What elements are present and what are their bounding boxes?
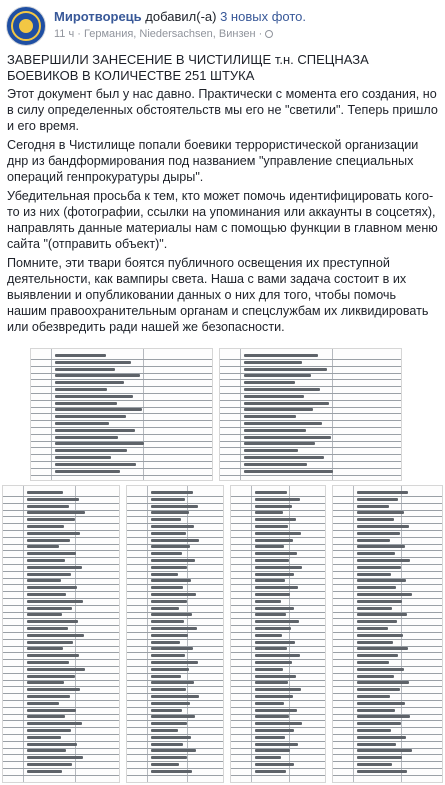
name-entry bbox=[27, 756, 83, 759]
name-entry bbox=[151, 518, 181, 521]
name-entry bbox=[27, 505, 69, 508]
name-entry bbox=[357, 702, 405, 705]
name-entry bbox=[27, 573, 71, 576]
name-entry bbox=[151, 668, 189, 671]
name-entry bbox=[357, 675, 394, 678]
name-entry bbox=[244, 381, 295, 384]
name-entry bbox=[255, 634, 282, 637]
name-entry bbox=[357, 668, 404, 671]
name-entry bbox=[151, 620, 184, 623]
name-entry bbox=[244, 368, 327, 371]
name-entry bbox=[244, 449, 298, 452]
name-entry bbox=[151, 600, 187, 603]
post-headline bbox=[54, 9, 306, 24]
page-avatar[interactable] bbox=[6, 6, 46, 46]
name-entry bbox=[255, 675, 296, 678]
table-row bbox=[220, 469, 401, 476]
name-entry bbox=[255, 702, 284, 705]
name-entry bbox=[244, 402, 329, 405]
name-entry bbox=[255, 511, 283, 514]
name-entry bbox=[151, 498, 185, 501]
name-entry bbox=[27, 525, 64, 528]
name-entry bbox=[27, 511, 85, 514]
name-entry bbox=[357, 498, 398, 501]
name-entry bbox=[27, 627, 68, 630]
name-entry bbox=[151, 661, 198, 664]
name-entry bbox=[255, 586, 298, 589]
photos-link[interactable]: 3 новых фото. bbox=[220, 9, 306, 24]
name-entry bbox=[357, 491, 408, 494]
name-entry bbox=[357, 613, 407, 616]
name-entry bbox=[55, 368, 115, 371]
added-text: добавил(-а) bbox=[145, 9, 217, 24]
name-entry bbox=[55, 429, 135, 432]
document-photo[interactable] bbox=[126, 485, 224, 783]
document-photo[interactable] bbox=[230, 485, 326, 783]
name-entry bbox=[357, 749, 412, 752]
name-entry bbox=[244, 388, 320, 391]
name-entry bbox=[357, 743, 396, 746]
name-entry bbox=[357, 736, 406, 739]
name-entry bbox=[357, 586, 396, 589]
name-entry bbox=[255, 545, 284, 548]
name-entry bbox=[244, 361, 302, 364]
name-entry bbox=[151, 736, 191, 739]
name-entry bbox=[244, 422, 322, 425]
name-entry bbox=[27, 539, 70, 542]
name-entry bbox=[255, 654, 300, 657]
post-body bbox=[7, 52, 439, 338]
name-entry bbox=[27, 749, 66, 752]
name-entry bbox=[151, 709, 182, 712]
name-entry bbox=[27, 491, 63, 494]
name-entry bbox=[357, 532, 400, 535]
name-entry bbox=[55, 436, 118, 439]
name-entry bbox=[27, 654, 79, 657]
name-entry bbox=[27, 586, 77, 589]
name-entry bbox=[357, 511, 404, 514]
name-entry bbox=[357, 695, 390, 698]
name-entry bbox=[151, 573, 178, 576]
name-entry bbox=[244, 429, 306, 432]
name-entry bbox=[55, 395, 133, 398]
name-entry bbox=[244, 408, 313, 411]
name-entry bbox=[151, 763, 179, 766]
name-entry bbox=[357, 573, 391, 576]
name-entry bbox=[255, 573, 294, 576]
name-entry bbox=[151, 715, 195, 718]
name-entry bbox=[255, 627, 291, 630]
document-photo[interactable] bbox=[219, 348, 402, 481]
name-entry bbox=[357, 770, 407, 773]
name-entry bbox=[357, 579, 406, 582]
name-entry bbox=[255, 736, 285, 739]
name-entry bbox=[255, 607, 294, 610]
name-entry bbox=[357, 661, 389, 664]
name-entry bbox=[357, 729, 391, 732]
name-entry bbox=[55, 470, 120, 473]
name-entry bbox=[255, 525, 288, 528]
name-entry bbox=[151, 559, 195, 562]
post-title: ЗАВЕРШИЛИ ЗАНЕСЕНИЕ В ЧИСТИЛИЩЕ т.н. СПЕЦНАЗА БОЕВИКОВ В КОЛИЧЕСТВЕ 251 ШТУКА bbox=[7, 52, 369, 83]
name-entry bbox=[151, 654, 185, 657]
name-entry bbox=[27, 552, 76, 555]
name-entry bbox=[357, 634, 403, 637]
post-meta bbox=[54, 28, 273, 40]
name-entry bbox=[255, 600, 281, 603]
name-entry bbox=[27, 763, 72, 766]
name-entry bbox=[357, 566, 401, 569]
name-entry bbox=[255, 641, 295, 644]
name-entry bbox=[357, 620, 397, 623]
name-entry bbox=[55, 442, 144, 445]
name-entry bbox=[151, 552, 182, 555]
name-entry bbox=[151, 641, 180, 644]
name-entry bbox=[255, 579, 285, 582]
name-entry bbox=[27, 641, 73, 644]
name-entry bbox=[357, 607, 392, 610]
name-entry bbox=[27, 518, 75, 521]
name-entry bbox=[357, 545, 405, 548]
name-entry bbox=[27, 695, 70, 698]
name-entry bbox=[27, 729, 71, 732]
name-entry bbox=[255, 749, 290, 752]
name-entry bbox=[244, 456, 324, 459]
name-entry bbox=[151, 634, 188, 637]
name-entry bbox=[27, 770, 62, 773]
name-entry bbox=[27, 607, 72, 610]
name-entry bbox=[151, 756, 187, 759]
name-entry bbox=[151, 749, 196, 752]
name-entry bbox=[244, 395, 304, 398]
name-entry bbox=[27, 702, 59, 705]
name-entry bbox=[357, 756, 402, 759]
name-entry bbox=[255, 688, 301, 691]
name-entry bbox=[357, 722, 401, 725]
name-entry bbox=[151, 586, 183, 589]
name-entry bbox=[27, 661, 69, 664]
name-entry bbox=[55, 402, 117, 405]
document-photo[interactable] bbox=[2, 485, 120, 783]
name-entry bbox=[27, 634, 84, 637]
name-entry bbox=[151, 566, 187, 569]
name-entry bbox=[55, 449, 127, 452]
name-entry bbox=[255, 722, 302, 725]
name-entry bbox=[55, 456, 111, 459]
name-entry bbox=[255, 681, 288, 684]
table-row bbox=[333, 769, 442, 776]
name-entry bbox=[357, 552, 395, 555]
name-entry bbox=[255, 593, 290, 596]
name-entry bbox=[357, 505, 389, 508]
name-entry bbox=[151, 525, 194, 528]
name-entry bbox=[357, 600, 402, 603]
name-entry bbox=[55, 381, 124, 384]
name-entry bbox=[151, 675, 181, 678]
name-entry bbox=[151, 613, 192, 616]
name-entry bbox=[255, 491, 287, 494]
name-entry bbox=[27, 675, 75, 678]
post-header bbox=[6, 6, 439, 46]
name-entry bbox=[255, 743, 298, 746]
name-entry bbox=[255, 668, 283, 671]
name-entry bbox=[151, 505, 198, 508]
table-row bbox=[3, 769, 119, 776]
name-entry bbox=[255, 620, 299, 623]
name-entry bbox=[357, 709, 395, 712]
name-entry bbox=[27, 736, 61, 739]
name-entry bbox=[151, 743, 183, 746]
name-entry bbox=[55, 463, 136, 466]
name-entry bbox=[151, 607, 179, 610]
name-entry bbox=[255, 518, 296, 521]
name-entry bbox=[151, 702, 190, 705]
name-entry bbox=[27, 559, 65, 562]
name-entry bbox=[244, 374, 311, 377]
name-entry bbox=[27, 600, 83, 603]
name-entry bbox=[255, 647, 287, 650]
name-entry bbox=[357, 654, 398, 657]
name-entry bbox=[255, 729, 294, 732]
name-entry bbox=[255, 559, 289, 562]
globe-icon bbox=[265, 30, 273, 38]
name-entry bbox=[255, 532, 301, 535]
name-entry bbox=[357, 715, 410, 718]
name-entry bbox=[255, 566, 302, 569]
name-entry bbox=[357, 688, 400, 691]
author-link[interactable]: Миротворець bbox=[54, 9, 142, 24]
name-entry bbox=[357, 641, 393, 644]
name-entry bbox=[151, 770, 192, 773]
name-entry bbox=[27, 681, 64, 684]
document-photo[interactable] bbox=[332, 485, 443, 783]
name-entry bbox=[151, 722, 187, 725]
name-entry bbox=[27, 579, 61, 582]
name-entry bbox=[255, 709, 297, 712]
name-entry bbox=[244, 463, 307, 466]
name-entry bbox=[255, 715, 289, 718]
name-entry bbox=[244, 470, 333, 473]
name-entry bbox=[151, 688, 186, 691]
table-row bbox=[231, 769, 325, 776]
name-entry bbox=[27, 498, 79, 501]
name-entry bbox=[255, 552, 297, 555]
name-entry bbox=[55, 374, 140, 377]
post-paragraph: Сегодня в Чистилище попали боевики террористической организации днр из бандформирования под названием "управление специальных операций генпрокуратуры дыры". bbox=[7, 138, 419, 184]
name-entry bbox=[357, 647, 408, 650]
name-entry bbox=[357, 593, 412, 596]
post-paragraph: Этот документ был у нас давно. Практически с момента его создания, но в силу определенных обстоятельств мы его не "светили". Теперь пришло и его время. bbox=[7, 87, 438, 133]
table-row bbox=[31, 469, 212, 476]
name-entry bbox=[255, 661, 292, 664]
name-entry bbox=[357, 763, 392, 766]
name-entry bbox=[55, 361, 131, 364]
name-entry bbox=[151, 511, 189, 514]
name-entry bbox=[151, 545, 190, 548]
name-entry bbox=[255, 505, 292, 508]
name-entry bbox=[255, 763, 294, 766]
name-entry bbox=[357, 525, 409, 528]
name-entry bbox=[27, 593, 66, 596]
document-photo[interactable] bbox=[30, 348, 213, 481]
name-entry bbox=[357, 681, 409, 684]
name-entry bbox=[151, 579, 191, 582]
name-entry bbox=[255, 498, 300, 501]
name-entry bbox=[55, 388, 107, 391]
name-entry bbox=[151, 532, 186, 535]
name-entry bbox=[27, 532, 80, 535]
name-entry bbox=[255, 613, 286, 616]
name-entry bbox=[255, 539, 293, 542]
name-entry bbox=[151, 539, 199, 542]
post-paragraph: Помните, эти твари боятся публичного освещения их преступной деятельности, как вампиры света. Наша с вами задача состоит в их выявлении и опубликовании данных о них для того, чтобы помочь нашим правоохранительным органам и спецслужбам их ликвидировать или обезвредить ради нашей же безопасности. bbox=[7, 256, 429, 334]
name-entry bbox=[244, 354, 318, 357]
name-entry bbox=[151, 647, 193, 650]
name-entry bbox=[27, 709, 76, 712]
name-entry bbox=[357, 539, 390, 542]
name-entry bbox=[151, 593, 196, 596]
name-entry bbox=[151, 695, 199, 698]
name-entry bbox=[55, 415, 126, 418]
name-entry bbox=[357, 627, 388, 630]
name-entry bbox=[27, 566, 82, 569]
photo-grid bbox=[0, 346, 445, 785]
name-entry bbox=[27, 688, 80, 691]
name-entry bbox=[255, 756, 281, 759]
name-entry bbox=[27, 743, 77, 746]
name-entry bbox=[244, 436, 331, 439]
name-entry bbox=[27, 647, 63, 650]
post-meta-text[interactable]: 11 ч · Германия, Niedersachsen, Винзен · bbox=[54, 28, 263, 40]
name-entry bbox=[244, 415, 296, 418]
name-entry bbox=[27, 722, 82, 725]
name-entry bbox=[151, 491, 193, 494]
name-entry bbox=[27, 613, 62, 616]
post-paragraph: Убедительная просьба к тем, кто может помочь идентифицировать кого-то из них (фотографии, ссылки на упоминания или аккаунты в соцсетях), направлять данные материалы нам с помощью функции в главном меню сайта "(отправить объект)". bbox=[7, 189, 438, 251]
name-entry bbox=[55, 422, 109, 425]
emblem-core bbox=[19, 19, 33, 33]
name-entry bbox=[357, 518, 394, 521]
name-entry bbox=[27, 620, 78, 623]
name-entry bbox=[244, 442, 315, 445]
table-row bbox=[127, 769, 223, 776]
name-entry bbox=[55, 408, 142, 411]
name-entry bbox=[151, 681, 194, 684]
name-entry bbox=[27, 545, 59, 548]
name-entry bbox=[27, 715, 65, 718]
name-entry bbox=[151, 729, 178, 732]
name-entry bbox=[27, 668, 85, 671]
name-entry bbox=[357, 559, 410, 562]
name-entry bbox=[255, 770, 286, 773]
name-entry bbox=[151, 627, 197, 630]
name-entry bbox=[55, 354, 106, 357]
name-entry bbox=[255, 695, 293, 698]
